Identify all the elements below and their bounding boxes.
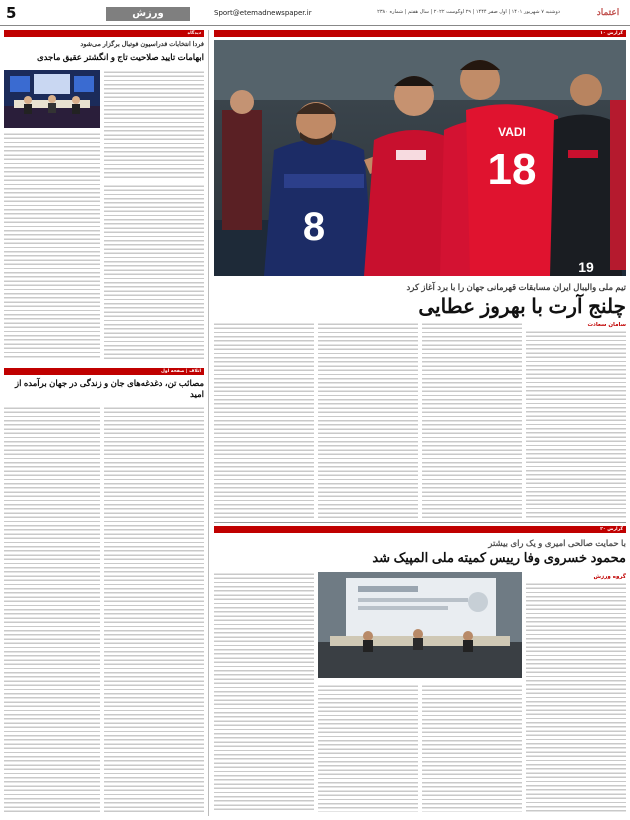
left-column-label: دیدگاه — [4, 30, 204, 37]
page-header — [0, 0, 630, 26]
second-story-box-title: گروه ورزش — [593, 574, 626, 580]
right-player-name: VADI — [498, 125, 526, 139]
main-text-col-1 — [214, 322, 314, 518]
main-story-label: گزارش ۱۰ — [214, 30, 626, 37]
main-text-col-3 — [422, 322, 522, 518]
second-text-col-1 — [214, 572, 314, 812]
left-article2-text-b — [104, 406, 204, 812]
main-story-headline: چلنج آرت با بهروز عطایی — [418, 296, 626, 318]
main-story-box-title: سامان سعادت — [587, 322, 626, 328]
page-number: 5 — [6, 4, 17, 22]
front-player-number: 8 — [302, 205, 326, 249]
main-text-col-2 — [318, 322, 418, 518]
section-title: ورزش — [106, 7, 190, 21]
section-email: Sport@etemadnewspaper.ir — [214, 9, 312, 17]
volleyball-photo-graphic — [214, 40, 626, 276]
volleyball-team-photo — [214, 40, 626, 276]
left-column-divider — [208, 30, 209, 816]
second-story-headline: محمود خسروی وفا رییس کمیته ملی المپیک شد — [372, 550, 626, 565]
right-player-number: 18 — [487, 145, 537, 194]
main-story-kicker: تیم ملی والیبال ایران مسابقات قهرمانی جهان را با برد آغاز کرد — [406, 282, 626, 292]
dateline: دوشنبه ۷ شهریور ۱۴۰۱ | اول صفر ۱۴۴۴ | ۲۹ اوگوست ۲۰۲۲ | سال هفتم | شماره ۲۳۸۰ — [377, 9, 560, 15]
main-story-bottom-rule — [214, 522, 626, 523]
olympic-committee-photo — [318, 572, 522, 678]
left-article-text-a — [104, 70, 204, 180]
studio-photo — [4, 70, 100, 128]
conference-photo-graphic — [318, 572, 522, 678]
second-text-col-4 — [526, 582, 626, 812]
left-column-headline: ابهامات تایید صلاحیت تاج و انگشتر عقیق ماجدی — [36, 52, 204, 62]
second-text-col-2 — [318, 684, 418, 812]
studio-photo-graphic — [4, 70, 100, 128]
left-article-text-b — [4, 132, 100, 360]
back-player-number: 19 — [578, 259, 594, 275]
left-article-text-c — [104, 184, 204, 360]
main-text-col-4 — [526, 330, 626, 518]
left-column-kicker: فردا انتخابات فدراسیون فوتبال برگزار می‌شود — [80, 41, 204, 48]
second-story-kicker: با حمایت صالحی امیری و یک رای بیشتر — [488, 538, 626, 548]
second-text-col-3 — [422, 684, 522, 812]
masthead-logo: اعتماد — [596, 8, 620, 18]
left-second-headline: مصائب تن، دغدغه‌های جان و زندگی در جهان برآمده از امید — [15, 378, 204, 399]
left-article2-text-a — [4, 406, 100, 812]
second-story-label: گزارش ۲۰ — [214, 526, 626, 533]
left-second-label: اتلاف | صفحه اول — [4, 368, 204, 375]
